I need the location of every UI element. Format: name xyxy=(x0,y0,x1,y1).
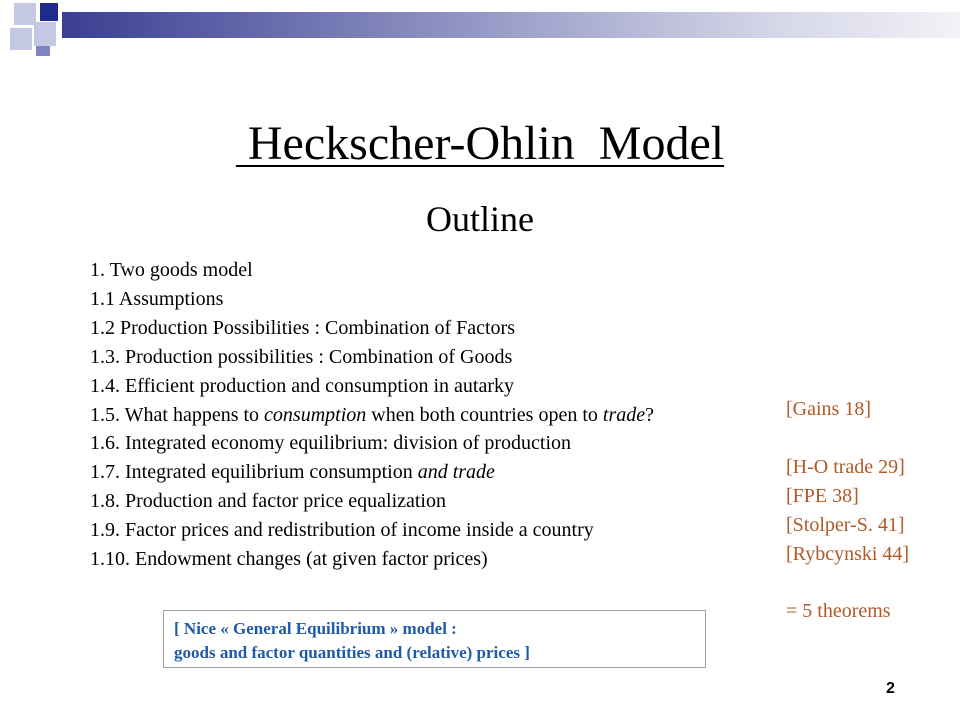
header-square-mid xyxy=(36,46,50,56)
outline-item: 1.3. Production possibilities : Combination of Goods xyxy=(90,345,513,368)
outline-item: 1.5. What happens to consumption when both countries open to trade? xyxy=(90,403,654,426)
outline-item: 1.4. Efficient production and consumption in autarky xyxy=(90,374,514,397)
outline-item: 1.2 Production Possibilities : Combination of Factors xyxy=(90,316,515,339)
theorem-ref: [Gains 18] xyxy=(786,398,871,420)
note-line: goods and factor quantities and (relative) prices ] xyxy=(174,643,530,662)
theorem-ref: [FPE 38] xyxy=(786,485,859,507)
theorem-ref: [Stolper-S. 41] xyxy=(786,514,905,536)
header-square-light xyxy=(34,22,56,46)
header-gradient-bar xyxy=(62,12,960,38)
outline-item: 1.9. Factor prices and redistribution of income inside a country xyxy=(90,519,594,542)
page-number: 2 xyxy=(886,680,895,697)
outline-item: 1.7. Integrated equilibrium consumption and trade xyxy=(90,461,495,484)
emphasis-text: and trade xyxy=(417,461,495,484)
theorem-ref: [Rybcynski 44] xyxy=(786,543,910,565)
emphasis-text: trade xyxy=(602,403,646,426)
slide-title: Heckscher-Ohlin Model xyxy=(235,117,725,170)
outline-list xyxy=(90,256,654,574)
note-box xyxy=(163,610,706,668)
header-square-light xyxy=(10,28,32,50)
outline-item: 1.8. Production and factor price equalization xyxy=(90,490,446,513)
header-square-light xyxy=(14,3,36,25)
theorem-ref: [H-O trade 29] xyxy=(786,456,905,478)
outline-item: 1.1 Assumptions xyxy=(90,287,224,310)
theorem-count: = 5 theorems xyxy=(786,600,891,622)
emphasis-text: consumption xyxy=(264,403,367,426)
outline-item: 1.6. Integrated economy equilibrium: division of production xyxy=(90,432,572,455)
outline-item: 1. Two goods model xyxy=(90,259,253,281)
outline-item: 1.10. Endowment changes (at given factor prices) xyxy=(90,548,488,571)
note-line: [ Nice « General Equilibrium » model : xyxy=(174,619,457,638)
header-square-dark xyxy=(40,3,58,21)
slide-subtitle: Outline xyxy=(426,199,534,239)
